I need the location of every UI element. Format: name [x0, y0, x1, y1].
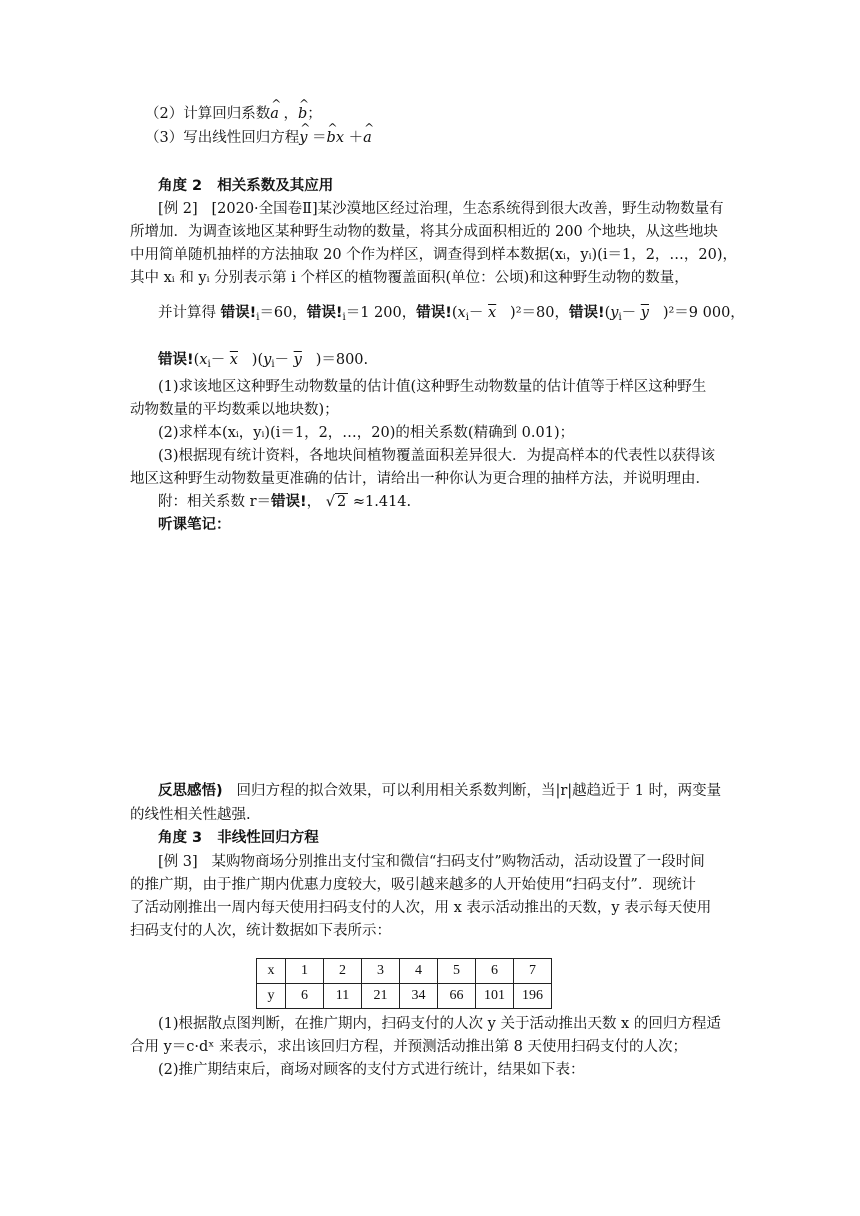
table-cell: 6: [476, 959, 514, 984]
calc-value-1: ＝60，: [259, 305, 307, 321]
appendix-approx: ≈1.414.: [352, 494, 412, 510]
calc-value-2: ＝1 200，: [345, 305, 417, 321]
ex3-text-2: 的推广期，由于推广期内优惠力度较大，吸引越来越多的人开始使用“扫码支付”．现统计: [130, 877, 696, 893]
table-cell: 6: [286, 984, 324, 1009]
table-cell: 34: [400, 984, 438, 1009]
ex2-calc-line: 并计算得 错误$!_i=60$，错误$!_i=1$ 200，错误$!(x_i- \overline{x}$ )²＝80，错误$!(y_i- \overline{y}$ )²＝9 000，: [158, 305, 745, 323]
row-label-x: x: [257, 959, 286, 984]
ex2-calc-line-2: 错误$!(x_i- \overline{x}$ )($y_i- \overline{y}$ )＝800.: [158, 352, 369, 370]
data-table: [256, 958, 552, 1009]
calc-intro: 并计算得: [158, 305, 216, 321]
appendix-text: 附：相关系数 r＝: [158, 494, 272, 510]
ex2-q1-b: 动物数量的平均数乘以地块数)；: [130, 402, 339, 418]
coef-a-hat: ^ a: [270, 104, 279, 124]
ex3-q2: (2)推广期结束后，商场对顾客的支付方式进行统计，结果如下表：: [158, 1062, 585, 1078]
coef-b-hat: ^ b: [298, 104, 307, 124]
table-cell: 196: [514, 984, 552, 1009]
ex2-line-1: [158, 199, 724, 219]
ex2-q1-a: (1)求该地区这种野生动物数量的估计值(这种野生动物数量的估计值等于样区这种野生: [158, 379, 707, 395]
table-cell: 101: [476, 984, 514, 1009]
calc-value-5: )＝800.: [315, 352, 369, 368]
ex2-source: [2020·全国卷Ⅱ]: [211, 201, 318, 217]
part-3-text: （3）写出线性回归方程: [145, 130, 300, 146]
angle-3-heading: [158, 828, 319, 848]
ex2-q3-b: 地区这种野生动物数量更准确的估计，请给出一种你认为更合理的抽样方法，并说明理由．: [130, 471, 710, 487]
sqrt-value: 2: [337, 494, 347, 510]
error-ref-3: 错误!: [416, 305, 452, 321]
table-cell: 1: [286, 959, 324, 984]
part-2-text: （2）计算回归系数: [145, 106, 271, 122]
error-ref-5: 错误!: [158, 352, 194, 368]
ex2-appendix: 附：相关系数 r＝错误!， √ 2 ≈1.414.: [158, 494, 412, 510]
bhat: ^ b: [327, 128, 336, 148]
ex2-text-1: 某沙漠地区经过治理，生态系统得到很大改善，野生动物数量有: [317, 201, 724, 217]
angle-2-title: 相关系数及其应用: [217, 178, 334, 194]
table-cell: 3: [362, 959, 400, 984]
part-3-line: （3）写出线性回归方程^ y ＝^ bx ＋^ a: [145, 128, 372, 148]
yhat: ^ y: [299, 128, 307, 148]
ex3-q1-b: 合用 y＝c·dˣ 来表示，求出该回归方程，并预测活动推出第 8 天使用扫码支付的人次；: [130, 1039, 688, 1055]
calc-value-4: )²＝9 000，: [662, 305, 745, 321]
angle-2-heading: [158, 176, 333, 196]
part-2-tail: ；: [307, 106, 322, 122]
reflection-line-1: [158, 781, 721, 801]
ex3-text-3: 了活动刚推出一周内每天使用扫码支付的人次，用 x 表示活动推出的天数，y 表示每天使用: [130, 900, 712, 916]
ex3-q1-a: (1)根据散点图判断，在推广期内，扫码支付的人次 y 关于活动推出天数 x 的回归方程适: [158, 1016, 721, 1032]
angle-2-label: 角度 2: [158, 178, 203, 194]
ex3-line-1: [158, 852, 705, 872]
ex3-tag: [例 3]: [158, 854, 198, 870]
ex2-text-2: 所增加．为调查该地区某种野生动物的数量，将其分成面积相近的 200 个地块，从这些地块: [130, 224, 718, 240]
ex2-q2: (2)求样本(xᵢ，yᵢ)(i＝1，2，…，20)的相关系数(精确到 0.01)；: [158, 425, 575, 441]
table-cell: 7: [514, 959, 552, 984]
table-cell: 66: [438, 984, 476, 1009]
error-ref-4: 错误!: [568, 305, 605, 321]
ex2-text-4: 其中 xᵢ 和 yᵢ 分别表示第 i 个样区的植物覆盖面积(单位：公顷)和这种野生动物的数量，: [130, 270, 689, 286]
error-ref-2: 错误!: [306, 305, 343, 321]
table-cell: 2: [324, 959, 362, 984]
table-row-y: [257, 984, 552, 1009]
ex2-text-3: 中用简单随机抽样的方法抽取 20 个作为样区，调查得到样本数据(xᵢ，yᵢ)(i＝1，2，…，20)，: [130, 247, 738, 263]
error-ref-1: 错误!: [220, 305, 257, 321]
ex3-text-4: 扫码支付的人次，统计数据如下表所示：: [130, 923, 391, 939]
reflection-label: 反思感悟): [158, 783, 223, 799]
row-label-y: y: [257, 984, 286, 1009]
table-cell: 5: [438, 959, 476, 984]
part-2-line: （2）计算回归系数^ a ，^ b；: [145, 104, 322, 124]
table-cell: 11: [324, 984, 362, 1009]
ex2-tag: [例 2]: [158, 201, 198, 217]
reflection-text-2: 的线性相关性越强.: [130, 807, 251, 823]
notes-label: 听课笔记：: [158, 517, 231, 533]
appendix-sep: ，: [306, 494, 322, 510]
ahat: ^ a: [363, 128, 372, 148]
angle-3-label: 角度 3: [158, 830, 203, 846]
ex2-q3-a: (3)根据现有统计资料，各地块间植物覆盖面积差异很大．为提高样本的代表性以获得该: [158, 448, 716, 464]
reflection-text-1: 回归方程的拟合效果，可以利用相关系数判断，当|r|越趋近于 1 时，两变量: [236, 783, 722, 799]
calc-value-3: )²＝80，: [510, 305, 569, 321]
ex3-text-1: 某购物商场分别推出支付宝和微信“扫码支付”购物活动，活动设置了一段时间: [211, 854, 705, 870]
table-cell: 21: [362, 984, 400, 1009]
table-row-x: [257, 959, 552, 984]
error-ref-6: 错误!: [271, 494, 307, 510]
table-cell: 4: [400, 959, 438, 984]
angle-3-title: 非线性回归方程: [217, 830, 319, 846]
